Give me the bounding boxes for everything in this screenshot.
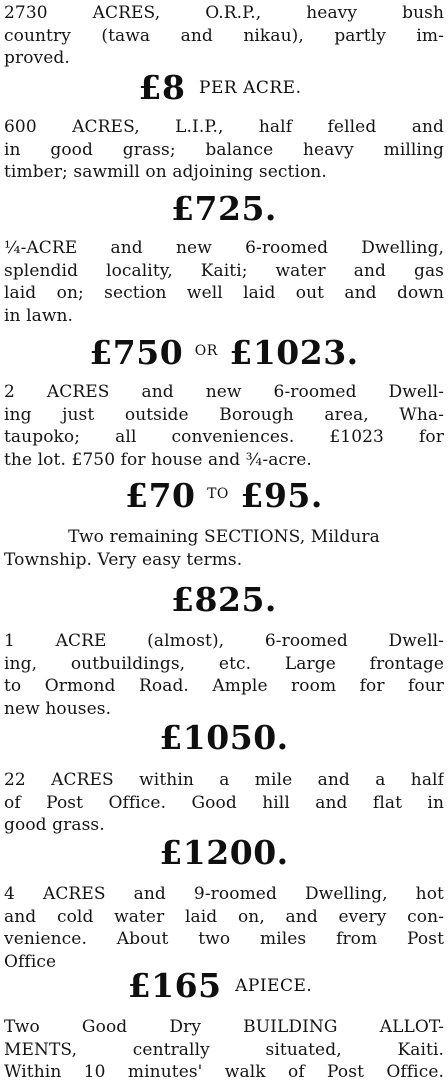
listing-8-description (4, 883, 444, 973)
listing-2-price-main: £725. (171, 189, 277, 228)
listing-1-line-3: proved. (4, 48, 70, 68)
listing-1-price (0, 68, 448, 107)
listing-3-price-second: £1023. (229, 333, 359, 372)
listing-9-description (4, 1016, 444, 1084)
listing-3-line-4: in lawn. (4, 305, 74, 326)
listing-3-line-2: splendid locality, Kaiti; water and gas (4, 260, 444, 281)
listing-6-price (0, 718, 448, 757)
listing-4-line-2: ing just outside Borough area, Wha- (4, 404, 444, 425)
listing-4-price-second: £95. (240, 476, 323, 515)
listing-7-line-3: good grass. (4, 815, 105, 835)
listing-9-line-3: Within 10 minutes' walk of Post Office. (4, 1062, 444, 1082)
listing-5-description (4, 526, 444, 571)
listing-7-price-main: £1200. (159, 833, 289, 872)
listing-3-description (4, 237, 444, 327)
listing-6-line-2: ing, outbuildings, etc. Large frontage (4, 653, 444, 674)
listing-6-line-3: to Ormond Road. Ample room for four (4, 676, 444, 696)
listing-2-line-3: timber; sawmill on adjoining section. (4, 162, 327, 182)
listing-5-line-2: Township. Very easy terms. (4, 549, 243, 570)
listing-7-description (4, 769, 444, 837)
listing-5-price (0, 580, 448, 619)
listing-8-price (0, 966, 448, 1005)
listing-4-line-1: 2 ACRES and new 6-roomed Dwell- (4, 382, 444, 402)
listing-5-line-1: Two remaining SECTIONS, Mildura (68, 527, 380, 547)
listing-2-line-1: 600 ACRES, L.I.P., half felled and (4, 117, 444, 137)
listing-1-line-1: 2730 ACRES, O.R.P., heavy bush (4, 3, 444, 23)
listing-1-price-main: £8 (138, 68, 186, 107)
listing-3-price-main: £750 (89, 333, 184, 372)
listing-4-line-3: taupoko; all conveniences. £1023 for (4, 427, 444, 447)
listing-9-line-1: Two Good Dry BUILDING ALLOT- (4, 1017, 444, 1037)
listing-6-description (4, 630, 444, 720)
listing-6-line-1: 1 ACRE (almost), 6-roomed Dwell- (4, 631, 444, 651)
listing-9-line-2: MENTS, centrally situated, Kaiti. (4, 1039, 444, 1060)
listing-3-price-joiner: OR (194, 343, 218, 359)
listing-8-price-suffix: APIECE. (235, 976, 313, 996)
listing-5-price-main: £825. (171, 580, 277, 619)
listing-2-line-2: in good grass; balance heavy milling (4, 139, 444, 160)
listing-1-price-suffix: PER ACRE. (199, 78, 302, 98)
listing-3-price (0, 333, 448, 372)
listing-7-line-2: of Post Office. Good hill and flat in (4, 792, 444, 813)
listing-2-price (0, 189, 448, 228)
listing-4-description (4, 381, 444, 471)
listing-8-line-4: Office (4, 951, 57, 972)
listing-7-price (0, 833, 448, 872)
listing-7-line-1: 22 ACRES within a mile and a half (4, 770, 444, 790)
listing-2-description (4, 116, 444, 184)
listing-6-line-4: new houses. (4, 698, 112, 719)
listing-8-line-2: and cold water laid on, and every con- (4, 906, 444, 927)
listing-6-price-main: £1050. (159, 718, 289, 757)
listing-8-line-1: 4 ACRES and 9-roomed Dwelling, hot (4, 884, 444, 904)
listing-1-description (4, 2, 444, 70)
listing-4-price-main: £70 (125, 476, 196, 515)
listing-3-line-3: laid on; section well laid out and down (4, 283, 444, 303)
listing-3-line-1: ¼-ACRE and new 6-roomed Dwelling, (4, 238, 444, 258)
listing-4-price-joiner: TO (207, 486, 229, 502)
listing-1-line-2: country (tawa and nikau), partly im- (4, 25, 444, 46)
listing-8-line-3: venience. About two miles from Post (4, 929, 444, 949)
listing-4-line-4: the lot. £750 for house and ¾-acre. (4, 449, 312, 470)
listing-8-price-main: £165 (127, 966, 222, 1005)
listing-4-price (0, 476, 448, 515)
